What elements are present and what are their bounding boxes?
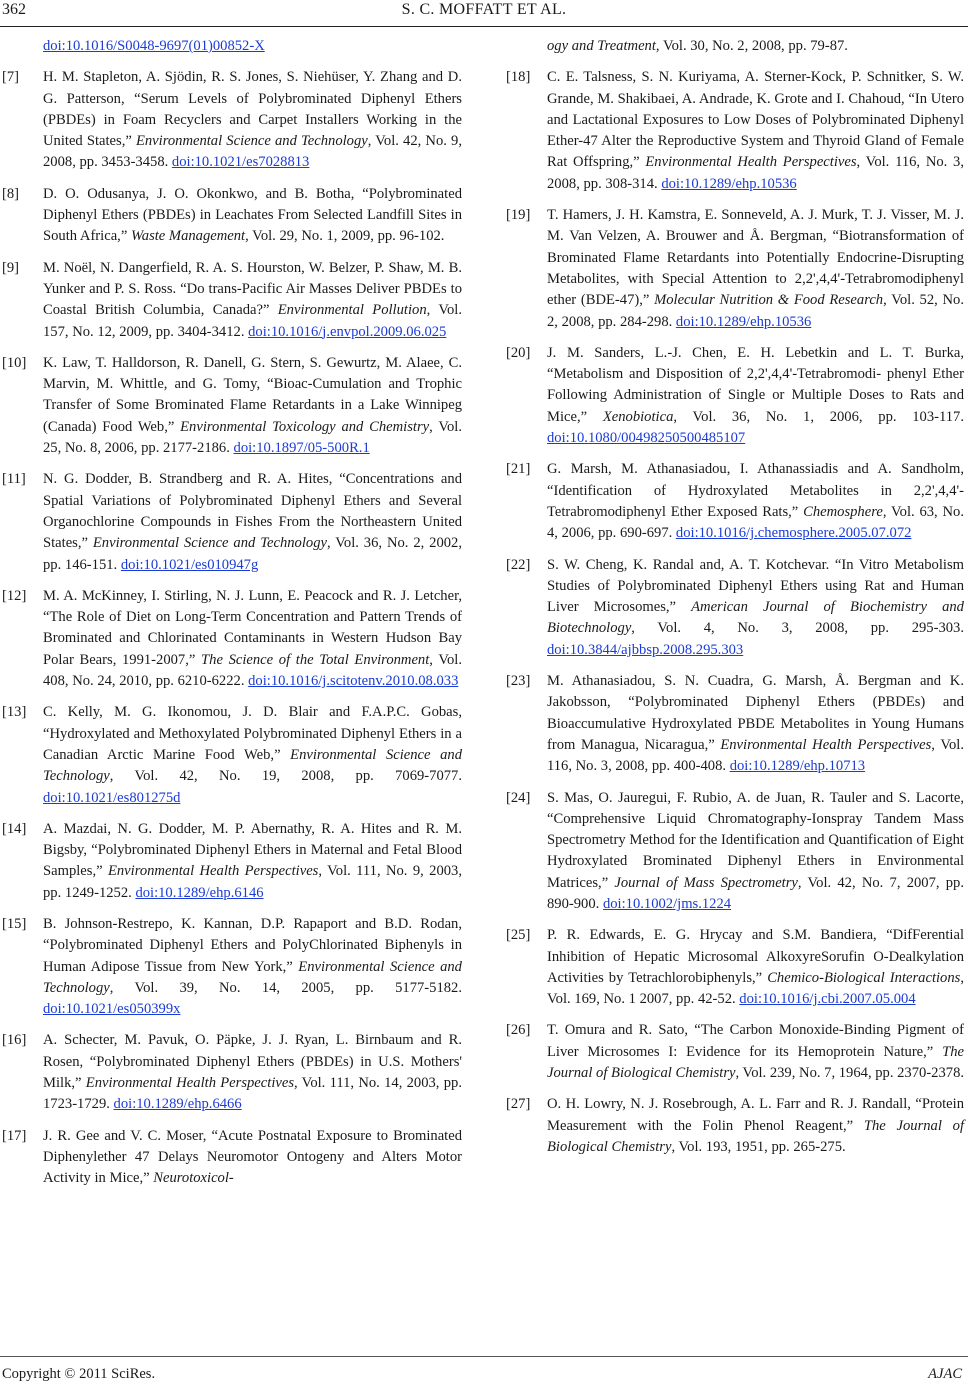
doi-link[interactable]: doi:10.1002/jms.1224 [602, 895, 732, 912]
reference-details: , Vol. 157, No. 12, 2009, pp. 3404-3412. [43, 302, 462, 340]
reference-number: [19] [506, 207, 531, 224]
reference-details: , Vol. 36, No. 2, 2002, pp. 146-151. [43, 535, 462, 573]
reference-authors-title: M. Noël, N. Dangerfield, R. A. S. Hourston, W. Belzer, P. Shaw, M. B. Yunker and P. S. Ross. “Do trans-Pacific Air Masses Deliver PBDEs to Coastal British Columbia, Canada?” [43, 259, 462, 319]
reference-authors-title: H. M. Stapleton, A. Sjödin, R. S. Jones, S. Niehüser, Y. Zhang and D. G. Patterson, “Serum Levels of Polybrominated Diphenyl Ethers (PBDEs) in Foam Recyclers and Carpet Installers Working in the United States,” [43, 69, 462, 150]
reference-details: , Vol. 116, No. 3, 2008, pp. 308-314. [547, 154, 964, 192]
reference-journal: The Journal of Biological Chemistry [547, 1117, 964, 1155]
reference-authors-title: O. H. Lowry, N. J. Rosebrough, A. L. Farr and R. J. Randall, “Protein Measurement with the Folin Phenol Reagent,” [547, 1096, 964, 1134]
reference-journal: Chemico-Biological Interactions [767, 969, 961, 986]
reference-text [43, 353, 462, 459]
reference-details: , Vol. 111, No. 9, 2003, pp. 1249-1252. [43, 863, 462, 901]
reference-number: [24] [506, 789, 531, 806]
reference-number: [13] [2, 704, 27, 721]
reference-authors-title: A. Schecter, M. Pavuk, O. Päpke, J. J. Ryan, L. Birnbaum and R. Rosen, “Polybrominated Diphenyl Ethers (PBDEs) in U.S. Mothers' Milk,” [43, 1032, 462, 1092]
reference-text [43, 914, 462, 1020]
reference-number: [21] [506, 461, 531, 478]
doi-link[interactable]: doi:10.1016/j.chemosphere.2005.07.072 [675, 525, 912, 542]
reference-journal: Environmental Health Perspectives [645, 154, 857, 171]
reference-details: , Vol. 169, No. 1 2007, pp. 42-52. [547, 969, 964, 1008]
reference-item [0, 1030, 462, 1115]
doi-link[interactable]: doi:10.1021/es7028813 [171, 154, 310, 171]
reference-journal: ogy and Treatment [547, 38, 656, 54]
page-number: 362 [2, 1, 26, 18]
reference-text [43, 702, 462, 808]
reference-item [0, 586, 462, 692]
reference-journal: Journal of Mass Spectrometry [614, 874, 798, 891]
doi-link[interactable]: doi:10.1016/j.envpol.2009.06.025 [248, 323, 447, 340]
reference-text [547, 1020, 964, 1084]
reference-item [504, 671, 964, 777]
doi-link[interactable]: doi:10.1289/ehp.6466 [113, 1096, 242, 1113]
doi-link[interactable]: doi:10.1897/05-500R.1 [233, 440, 370, 457]
reference-journal: Xenobiotica [602, 408, 674, 425]
reference-authors-title: S. Mas, O. Jauregui, F. Rubio, A. de Juan, R. Tauler and S. Lacorte, “Comprehensive Liquid Chromatography-Ionspray Tandem Mass Spectrometry Method for the Identification and Quantification of Eight Hydroxylated Brominated Diphenyl Ethers in Environmental Matrices,” [547, 789, 964, 891]
reference-details: , Vol. 4, No. 3, 2008, pp. 295-303. [631, 620, 964, 637]
reference-text [547, 555, 964, 661]
reference-item [504, 1094, 964, 1158]
reference-number: [7] [2, 69, 20, 86]
doi-link[interactable]: doi:10.1016/S0048-9697(01)00852-X [43, 38, 265, 54]
reference-details: , Vol. 42, No. 9, 2008, pp. 3453-3458. [43, 133, 462, 171]
reference-text [43, 819, 462, 904]
reference-details: , Vol. 42, No. 19, 2008, pp. 7069-7077. [109, 768, 462, 785]
reference-authors-title: T. Hamers, J. H. Kamstra, E. Sonneveld, A. J. Murk, T. J. Visser, M. J. M. Van Velzen, A. Brouwer and Å. Bergman, “Biotransformation of Brominated Flame Retardants into Potentially Endocrine-Disrupting Metabolites, with Special Attention to 2,2',4,4'-Tetrabromodiphenyl ether (BDE-47),” [547, 207, 964, 309]
reference-text [547, 788, 964, 916]
reference-number: [14] [2, 820, 27, 837]
reference-item [0, 67, 462, 173]
reference-item [504, 67, 964, 195]
reference-authors-title: J. R. Gee and V. C. Moser, “Acute Postnatal Exposure to Brominated Diphenylether 47 Delays Neuromotor Ontogeny and Alters Motor Activity in Mice,” [43, 1127, 462, 1187]
doi-link[interactable]: doi:10.1289/ehp.10713 [729, 758, 866, 775]
reference-journal: Environmental Health Perspectives [720, 736, 932, 753]
reference-details: , Vol. 193, 1951, pp. 265-275. [671, 1138, 846, 1155]
reference-journal: Environmental Health Perspectives [85, 1075, 295, 1092]
reference-authors-title: B. Johnson-Restrepo, K. Kannan, D.P. Rapaport and B.D. Rodan, “Polybrominated Diphenyl Ethers and PolyChlorinated Biphenyls in Human Adipose Tissue from New York,” [43, 915, 462, 975]
reference-authors-title: M. A. McKinney, I. Stirling, N. J. Lunn, E. Peacock and R. J. Letcher, “The Role of Diet on Long-Term Concentration and Pattern Trends of Brominated and Chlorinated Contaminants in Western Hudson Bay Polar Bears, 1991-2007,” [43, 587, 462, 668]
reference-details: , Vol. 239, No. 7, 1964, pp. 2370-2378. [735, 1065, 965, 1082]
reference-journal: The Journal of Biological Chemistry [547, 1043, 964, 1082]
doi-link[interactable]: doi:10.1021/es050399x [43, 1001, 181, 1018]
reference-journal: Molecular Nutrition & Food Research [654, 292, 884, 309]
reference-details: , Vol. 42, No. 7, 2007, pp. 890-900. [547, 874, 964, 912]
doi-link[interactable]: doi:10.1021/es801275d [43, 789, 181, 806]
reference-journal: Neurotoxicol- [153, 1170, 234, 1187]
reference-details: , Vol. 116, No. 3, 2008, pp. 400-408. [547, 736, 964, 775]
reference-text [547, 671, 964, 777]
reference-authors-title: J. M. Sanders, L.-J. Chen, E. H. Lebetkin and L. T. Burka, “Metabolism and Disposition of 2,2',4,4'-Tetrabromodi- phenyl Ether Following Administration of Single or Multiple Doses to Rats and Mice,” [547, 344, 964, 425]
doi-link[interactable]: doi:10.1289/ehp.10536 [675, 313, 812, 330]
reference-authors-title: M. Athanasiadou, S. N. Cuadra, G. Marsh, Å. Bergman and K. Jakobsson, “Polybrominated Diphenyl Ethers (PBDEs) and Bioaccumulative Hydroxylated PBDE Metabolites in Young Humans from Managua, Nicaragua,” [547, 673, 964, 753]
reference-number: [16] [2, 1032, 27, 1049]
reference-details: , Vol. 30, No. 2, 2008, pp. 79-87. [655, 38, 848, 54]
reference-details: , Vol. 63, No. 4, 2006, pp. 690-697. [547, 503, 964, 542]
copyright-notice: Copyright © 2011 SciRes. [2, 1366, 156, 1382]
reference-journal: Chemosphere [803, 503, 883, 520]
reference-item [504, 925, 964, 1010]
reference-text [43, 1030, 462, 1115]
reference-journal: Environmental Health Perspectives [107, 863, 319, 880]
reference-number: [18] [506, 69, 531, 86]
reference-item [504, 459, 964, 544]
reference-details: , Vol. 111, No. 14, 2003, pp. 1723-1729. [43, 1075, 462, 1113]
reference-journal: Waste Management [130, 228, 246, 245]
reference-details: , Vol. 39, No. 14, 2005, pp. 5177-5182. [109, 979, 462, 996]
reference-number: [20] [506, 344, 531, 361]
reference-details: , Vol. 408, No. 24, 2010, pp. 6210-6222. [43, 651, 462, 690]
reference-journal: Environmental Toxicology and Chemistry [180, 418, 430, 435]
reference-text [547, 343, 964, 449]
reference-number: [8] [2, 185, 20, 202]
reference-authors-title: S. W. Cheng, K. Randal and, A. T. Kotchevar. “In Vitro Metabolism Studies of Polybrominated Diphenyl Ethers using Rat and Human Liver Microsomes,” [547, 556, 964, 616]
reference-details: , Vol. 25, No. 8, 2006, pp. 2177-2186. [43, 418, 462, 457]
reference-text [547, 459, 964, 544]
reference-item [0, 702, 462, 808]
reference-text [43, 1126, 462, 1190]
reference-text [43, 586, 462, 692]
reference-item [0, 914, 462, 1020]
reference-number: [26] [506, 1022, 531, 1039]
doi-link[interactable]: doi:10.3844/ajbbsp.2008.295.303 [547, 641, 744, 658]
reference-authors-title: T. Omura and R. Sato, “The Carbon Monoxide-Binding Pigment of Liver Microsomes I: Evidence for its Hemoprotein Nature,” [547, 1022, 964, 1060]
reference-authors-title: K. Law, T. Halldorson, R. Danell, G. Stern, S. Gewurtz, M. Alaee, C. Marvin, M. Whittle, and G. Tomy, “Bioac-Cumulation and Trophic Transfer of Some Brominated Flame Retardants in a Lake Winnipeg (Canada) Food Web,” [43, 354, 462, 435]
running-title: S. C. MOFFATT ET AL. [401, 1, 567, 18]
reference-continuation [504, 36, 964, 57]
reference-details: , Vol. 36, No. 1, 2006, pp. 103-117. [673, 408, 964, 425]
doi-link[interactable]: doi:10.1289/ehp.10536 [661, 175, 797, 192]
reference-authors-title: A. Mazdai, N. G. Dodder, M. P. Abernathy, R. A. Hites and R. M. Bigsby, “Polybrominated Diphenyl Ethers in Maternal and Fetal Blood Samples,” [43, 820, 462, 880]
reference-authors-title: P. R. Edwards, E. G. Hrycay and S.M. Bandiera, “DifFerential Inhibition of Hepatic Microsomal AlkoxyreSorufin O-Dealkylation Activities by Tetrachlorobiphenyls,” [547, 927, 964, 986]
reference-number: [23] [506, 673, 531, 690]
reference-text [547, 1094, 964, 1158]
running-header [0, 0, 968, 27]
reference-item [0, 469, 462, 575]
reference-number: [11] [2, 471, 26, 488]
reference-number: [17] [2, 1127, 27, 1144]
page-footer [0, 1356, 968, 1387]
reference-item [0, 184, 462, 248]
reference-authors-title: C. Kelly, M. G. Ikonomou, J. D. Blair and F.A.P.C. Gobas, “Hydroxylated and Methoxylated Polybrominated Diphenyl Ethers in a Canadian Arctic Marine Food Web,” [43, 704, 462, 763]
reference-number: [15] [2, 915, 27, 932]
reference-continuation [0, 36, 462, 57]
doi-link[interactable]: doi:10.1016/j.scitotenv.2010.08.033 [248, 673, 459, 690]
reference-item [0, 258, 462, 343]
reference-journal: Environmental Science and Technology [43, 746, 462, 785]
reference-number: [12] [2, 587, 27, 604]
reference-number: [27] [506, 1096, 531, 1113]
reference-journal: Environmental Pollution [277, 302, 427, 319]
reference-number: [9] [2, 259, 20, 276]
reference-item [0, 353, 462, 459]
reference-item [504, 555, 964, 661]
doi-link[interactable]: doi:10.1080/00498250500485107 [547, 430, 746, 447]
reference-text [547, 925, 964, 1010]
reference-details: , Vol. 52, No. 2, 2008, pp. 284-298. [547, 292, 964, 330]
reference-authors-title: C. E. Talsness, S. N. Kuriyama, A. Sterner-Kock, P. Schnitker, S. W. Grande, M. Shakibaei, A. Andrade, K. Grote and I. Chahoud, “In Utero and Lactational Exposures to Low Doses of Polybrominated Diphenyl Ether-47 Alter the Reproductive System and Thyroid Gland of Female Rat Offspring,” [547, 69, 964, 171]
reference-authors-title: N. G. Dodder, B. Strandberg and R. A. Hites, “Concentrations and Spatial Variations of Polybrominated Diphenyl Ethers and Several Organochlorine Compounds in Fishes From the Northeastern United States,” [43, 471, 462, 552]
reference-item [504, 343, 964, 449]
reference-number: [25] [506, 927, 531, 944]
reference-text [547, 67, 964, 195]
reference-item [504, 788, 964, 916]
reference-text [43, 258, 462, 343]
reference-text [43, 469, 462, 575]
reference-journal: The Science of the Total Environment [201, 651, 430, 668]
journal-abbreviation: AJAC [928, 1366, 962, 1382]
left-column [0, 36, 462, 1200]
right-column [504, 36, 964, 1168]
doi-link[interactable]: doi:10.1016/j.cbi.2007.05.004 [739, 991, 916, 1008]
reference-details: , Vol. 29, No. 1, 2009, pp. 96-102. [245, 228, 445, 245]
reference-text [43, 184, 462, 248]
doi-link[interactable]: doi:10.1289/ehp.6146 [135, 884, 264, 901]
reference-text [43, 67, 462, 173]
reference-item [0, 1126, 462, 1190]
reference-number: [22] [506, 556, 531, 573]
reference-text [547, 205, 964, 333]
reference-authors-title: G. Marsh, M. Athanasiadou, I. Athanassiadis and A. Sandholm, “Identification of Hydroxylated Metabolites in 2,2',4,4'-Tetrabromodiphenyl Ether Exposed Rats,” [547, 461, 964, 520]
reference-item [504, 205, 964, 333]
reference-number: [10] [2, 354, 27, 371]
reference-journal: American Journal of Biochemistry and Biotechnology [547, 599, 964, 637]
reference-item [0, 819, 462, 904]
reference-item [504, 1020, 964, 1084]
reference-journal: Environmental Science and Technology [92, 535, 327, 552]
reference-journal: Environmental Science and Technology [43, 958, 462, 996]
reference-authors-title: D. O. Odusanya, J. O. Okonkwo, and B. Botha, “Polybrominated Diphenyl Ethers (PBDEs) in Leachates From Selected Landfill Sites in South Africa,” [43, 185, 462, 245]
reference-journal: Environmental Science and Technology [135, 133, 368, 150]
doi-link[interactable]: doi:10.1021/es010947g [120, 556, 259, 573]
